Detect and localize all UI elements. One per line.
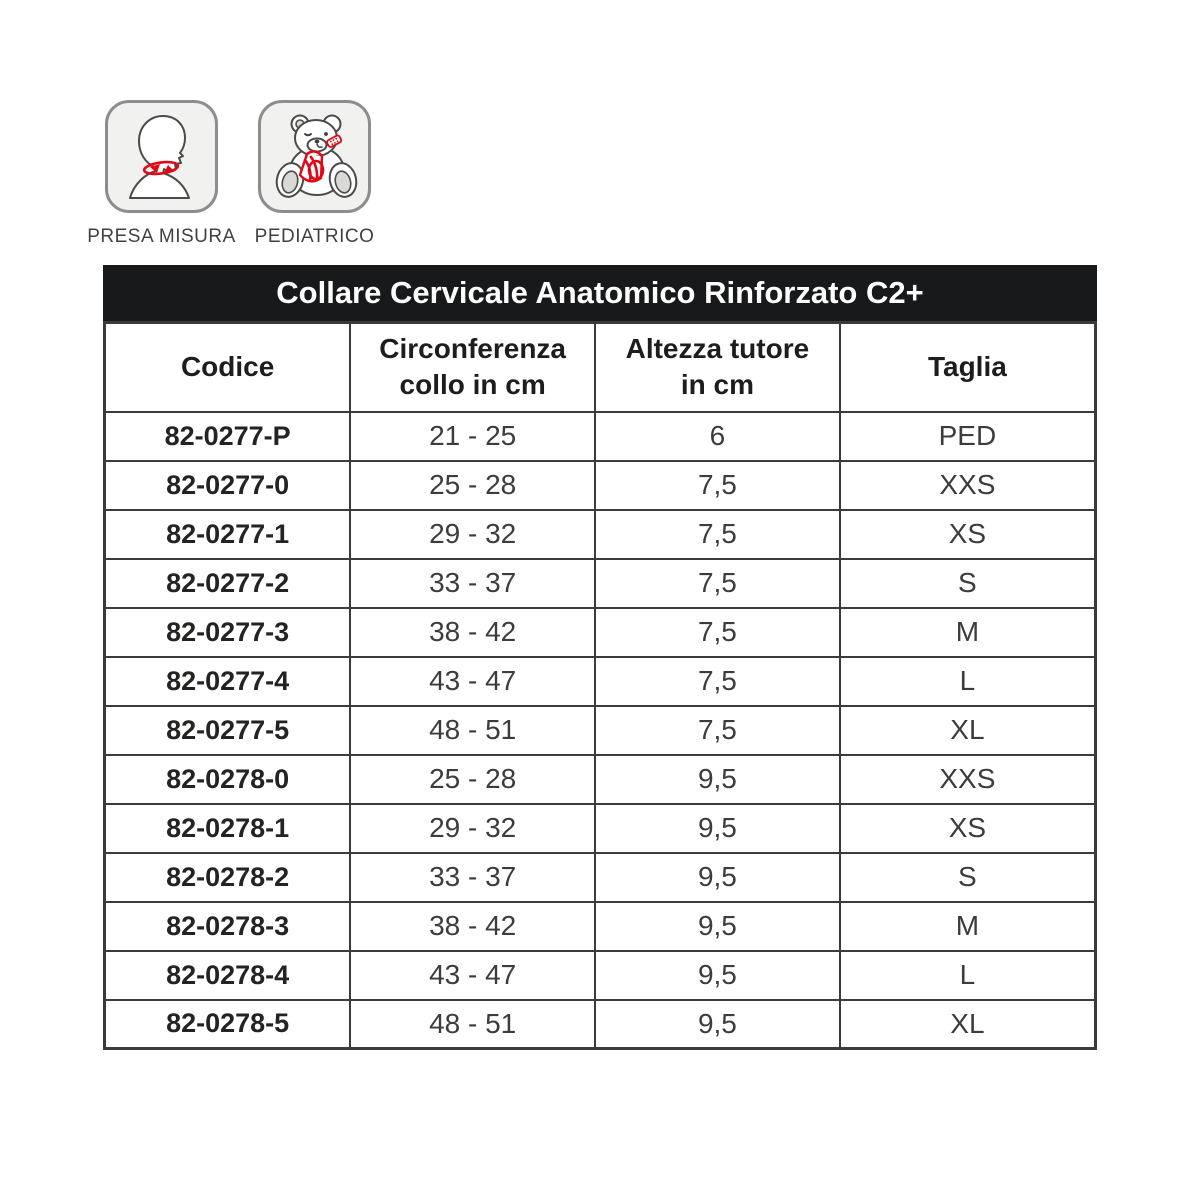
altezza-cell: 9,5 <box>595 755 840 804</box>
codice-cell: 82-0277-0 <box>105 461 351 510</box>
altezza-cell: 7,5 <box>595 461 840 510</box>
circonferenza-cell: 29 - 32 <box>350 510 595 559</box>
altezza-cell: 9,5 <box>595 853 840 902</box>
table-row <box>105 951 1096 1000</box>
col-header-taglia: Taglia <box>840 323 1096 412</box>
circonferenza-cell: 38 - 42 <box>350 608 595 657</box>
taglia-cell: XL <box>840 706 1096 755</box>
table-row <box>105 461 1096 510</box>
codice-cell: 82-0278-5 <box>105 1000 351 1049</box>
badge-presa-misura <box>87 100 236 248</box>
taglia-cell: PED <box>840 412 1096 461</box>
table-row <box>105 755 1096 804</box>
taglia-cell: XXS <box>840 755 1096 804</box>
circonferenza-cell: 25 - 28 <box>350 755 595 804</box>
altezza-cell: 7,5 <box>595 706 840 755</box>
col-header-circonferenza: Circonferenza collo in cm <box>350 323 595 412</box>
circonferenza-cell: 29 - 32 <box>350 804 595 853</box>
table-row <box>105 559 1096 608</box>
table-body <box>105 412 1096 1049</box>
circonferenza-cell: 38 - 42 <box>350 902 595 951</box>
altezza-cell: 7,5 <box>595 608 840 657</box>
altezza-cell: 7,5 <box>595 510 840 559</box>
taglia-cell: XL <box>840 1000 1096 1049</box>
taglia-cell: M <box>840 902 1096 951</box>
badge-pediatrico <box>254 100 375 248</box>
spec-table <box>103 321 1097 1050</box>
altezza-cell: 9,5 <box>595 1000 840 1049</box>
codice-cell: 82-0278-0 <box>105 755 351 804</box>
circonferenza-cell: 48 - 51 <box>350 706 595 755</box>
altezza-cell: 7,5 <box>595 559 840 608</box>
table-row <box>105 1000 1096 1049</box>
table-row <box>105 902 1096 951</box>
badge-pediatrico-label: PEDIATRICO <box>254 226 375 247</box>
neck-measure-icon <box>105 100 218 213</box>
table-row <box>105 608 1096 657</box>
codice-cell: 82-0278-3 <box>105 902 351 951</box>
col-header-codice: Codice <box>105 323 351 412</box>
altezza-cell: 7,5 <box>595 657 840 706</box>
circonferenza-cell: 21 - 25 <box>350 412 595 461</box>
altezza-cell: 6 <box>595 412 840 461</box>
codice-cell: 82-0278-2 <box>105 853 351 902</box>
taglia-cell: S <box>840 853 1096 902</box>
table-row <box>105 804 1096 853</box>
codice-cell: 82-0278-1 <box>105 804 351 853</box>
table-row <box>105 412 1096 461</box>
teddy-bear-icon <box>258 100 371 213</box>
codice-cell: 82-0277-P <box>105 412 351 461</box>
circonferenza-cell: 25 - 28 <box>350 461 595 510</box>
altezza-cell: 9,5 <box>595 804 840 853</box>
codice-cell: 82-0277-1 <box>105 510 351 559</box>
circonferenza-cell: 48 - 51 <box>350 1000 595 1049</box>
size-table <box>103 265 1097 1050</box>
codice-cell: 82-0277-2 <box>105 559 351 608</box>
altezza-cell: 9,5 <box>595 951 840 1000</box>
table-row <box>105 706 1096 755</box>
taglia-cell: XS <box>840 804 1096 853</box>
table-row <box>105 657 1096 706</box>
taglia-cell: XS <box>840 510 1096 559</box>
taglia-cell: L <box>840 657 1096 706</box>
table-row <box>105 853 1096 902</box>
codice-cell: 82-0277-3 <box>105 608 351 657</box>
circonferenza-cell: 43 - 47 <box>350 657 595 706</box>
circonferenza-cell: 33 - 37 <box>350 559 595 608</box>
table-row <box>105 510 1096 559</box>
circonferenza-cell: 43 - 47 <box>350 951 595 1000</box>
codice-cell: 82-0277-4 <box>105 657 351 706</box>
circonferenza-cell: 33 - 37 <box>350 853 595 902</box>
codice-cell: 82-0278-4 <box>105 951 351 1000</box>
col-header-altezza: Altezza tutore in cm <box>595 323 840 412</box>
altezza-cell: 9,5 <box>595 902 840 951</box>
taglia-cell: M <box>840 608 1096 657</box>
table-title: Collare Cervicale Anatomico Rinforzato C2+ <box>103 265 1097 321</box>
taglia-cell: S <box>840 559 1096 608</box>
badge-presa-misura-label: PRESA MISURA <box>87 226 236 247</box>
codice-cell: 82-0277-5 <box>105 706 351 755</box>
taglia-cell: XXS <box>840 461 1096 510</box>
header-row <box>105 323 1096 412</box>
taglia-cell: L <box>840 951 1096 1000</box>
